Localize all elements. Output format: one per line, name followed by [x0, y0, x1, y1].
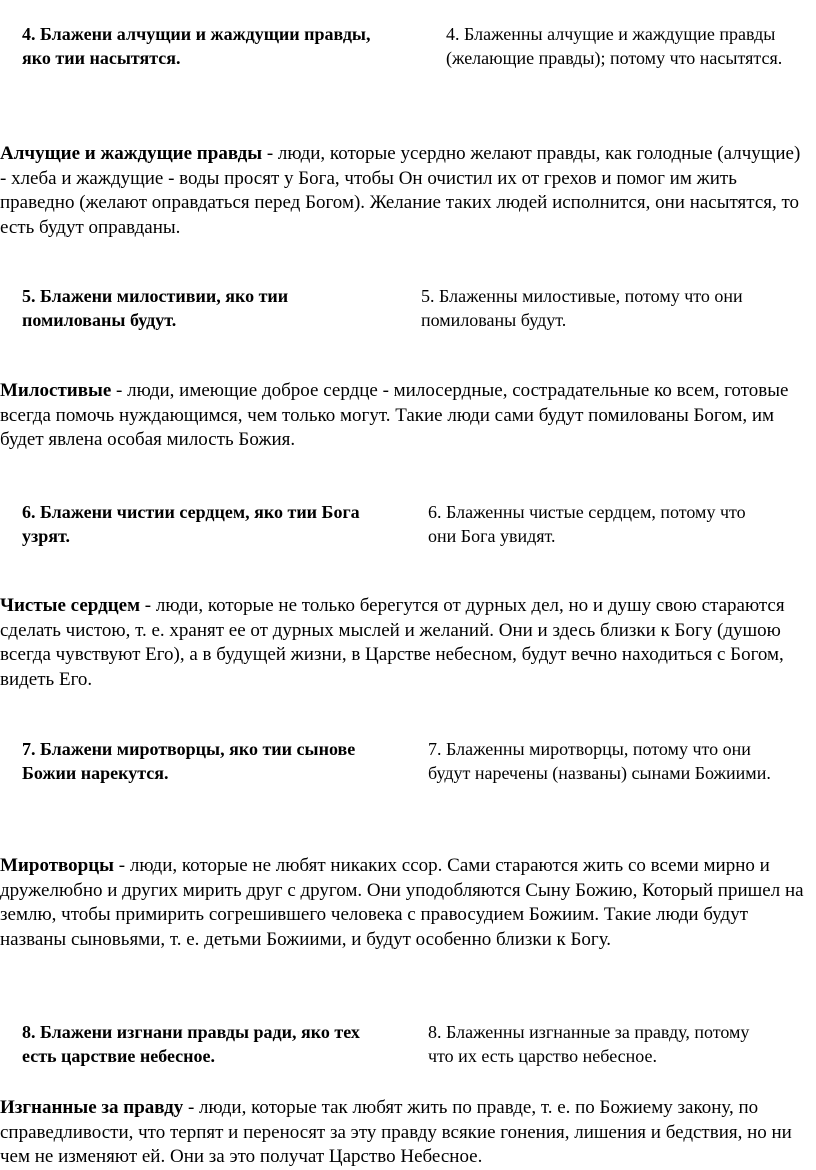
- explanation-paragraph-7: [0, 854, 810, 952]
- explanation-paragraph-6: [0, 594, 810, 692]
- explanation-paragraph-8: [0, 1096, 810, 1170]
- explanation-term: Миротворцы: [0, 855, 115, 876]
- verse-russian: 5. Блаженны милостивые, потому что они помилованы будут.: [421, 286, 743, 330]
- explanation-term: Алчущие и жаждущие правды: [0, 143, 263, 164]
- verse-russian: 7. Блаженны миротворцы, потому что они будут наречены (названы) сынами Божиими.: [428, 739, 771, 783]
- explanation-term: Чистые сердцем: [0, 595, 141, 616]
- explanation-paragraph-5: [0, 379, 810, 453]
- verse-russian: 8. Блаженны изгнанные за правду, потому что их есть царство небесное.: [428, 1022, 750, 1066]
- explanation-text: - люди, которые так любят жить по правде, т. е. по Божиему закону, по справедливости, что терпят и переносят за эту правду всякие гонения, лишения и бедствия, но ни чем не изменяют ей. Они за это получат Царство Небесное.: [0, 1097, 792, 1167]
- explanation-text: - люди, имеющие доброе сердце - милосердные, сострадательные ко всем, готовые всегда помочь нуждающимся, чем только могут. Такие люди сами будут помилованы Богом, им будет явлена особая милость Божия.: [0, 380, 789, 450]
- explanation-text: - люди, которые не только берегутся от дурных дел, но и душу свою стараются сделать чистою, т. е. хранят ее от дурных мыслей и желаний. Они и здесь близки к Богу (душою всегда чувствуют Его), а в будущей жизни, в Царстве небесном, будут вечно находиться с Богом, видеть Его.: [0, 595, 785, 690]
- verse-church-slavonic: 8. Блажени изгнани правды ради, яко тех есть царствие небесное.: [22, 1022, 360, 1066]
- explanation-term: Милостивые: [0, 380, 112, 401]
- verse-russian: 6. Блаженны чистые сердцем, потому что они Бога увидят.: [428, 502, 746, 546]
- explanation-text: - люди, которые усердно желают правды, как голодные (алчущие) - хлеба и жаждущие - воды просят у Бога, чтобы Он очистил их от грехов и помог им жить праведно (желают оправдаться перед Богом). Желание таких людей исполнится, они насытятся, то есть будут оправданы.: [0, 143, 801, 238]
- verse-church-slavonic: 4. Блажени алчущии и жаждущии правды, яко тии насытятся.: [22, 24, 371, 68]
- explanation-text: - люди, которые не любят никаких ссор. Сами стараются жить со всеми мирно и дружелюбно и других мирить друг с другом. Они уподобляются Сыну Божию, Который пришел на землю, чтобы примирить согрешившего человека с правосудием Божиим. Такие люди будут названы сыновьями, т. е. детьми Божиими, и будут особенно близки к Богу.: [0, 855, 804, 950]
- verse-church-slavonic: 6. Блажени чистии сердцем, яко тии Бога узрят.: [22, 502, 360, 546]
- verse-russian: 4. Блаженны алчущие и жаждущие правды (желающие правды); потому что насытятся.: [446, 24, 783, 68]
- verse-church-slavonic: 5. Блажени милостивии, яко тии помилованы будут.: [22, 286, 289, 330]
- explanation-paragraph-4: [0, 142, 810, 240]
- verse-church-slavonic: 7. Блажени миротворцы, яко тии сынове Божии нарекутся.: [22, 739, 356, 783]
- explanation-term: Изгнанные за правду: [0, 1097, 184, 1118]
